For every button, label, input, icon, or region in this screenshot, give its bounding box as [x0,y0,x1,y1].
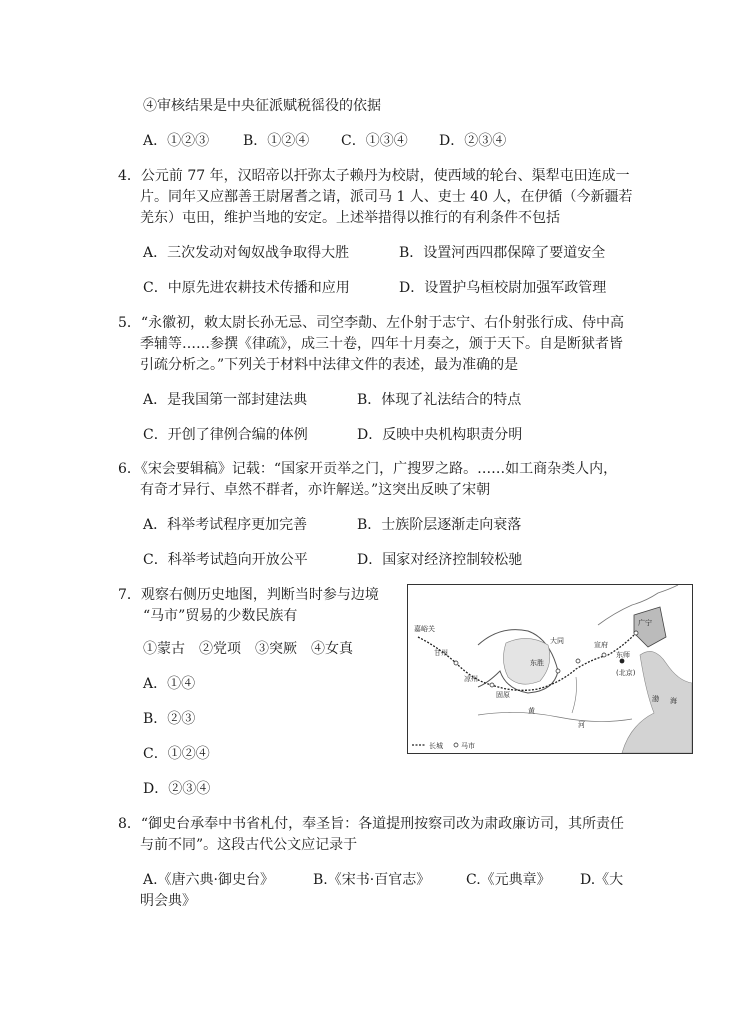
historical-map [407,584,693,754]
q3-option-b[interactable]: B．①②④ [243,133,310,149]
river-south [478,712,632,721]
q8-option-d[interactable]: D.《大 [580,872,624,888]
q4-stem-line-2: 片。同年又应鄯善王尉屠耆之请，派司马 1 人、吏士 40 人，在伊循（今新疆若 [140,189,633,205]
label-jingshi: 东师 [616,651,630,659]
q3-option-c[interactable]: C．①③④ [341,133,408,149]
q7-option-c[interactable]: C．①②④ [143,746,210,762]
q7-option-b[interactable]: B．②③ [143,711,196,727]
q5-option-d[interactable]: D．反映中央机构职责分明 [357,427,523,443]
q8-stem-line-1: 8．“御史台承奉中书省札付，奉圣旨：各道提刑按察司改为肃政廉访司，其所责任 [118,816,625,832]
q4-option-b[interactable]: B．设置河西四郡保障了要道安全 [399,245,606,261]
legend-market-symbol [454,743,458,747]
q3-option-d[interactable]: D．②③④ [439,133,507,149]
q7-option-a[interactable]: A．①④ [143,676,196,692]
q7-stem-line-2: “马市”贸易的少数民族有 [143,608,298,624]
label-river-he: 河 [578,721,585,729]
q8-option-d-continuation: 明会典》 [140,893,196,909]
q7-items: ①蒙古 ②党项 ③突厥 ④女真 [143,641,353,657]
q5-stem-line-2: 季辅等……参撰《律疏》，成三十卷，四年十月奏之，颁于天下。自是断狱者皆 [140,336,623,352]
q7-option-d[interactable]: D．②③④ [143,781,211,797]
market-marker [454,661,458,665]
q8-option-c[interactable]: C.《元典章》 [466,872,551,888]
q6-option-b[interactable]: B．士族阶层逐渐走向衰落 [357,517,522,533]
frontier-region [634,607,666,647]
q6-option-a[interactable]: A．科举考试程序更加完善 [143,517,308,533]
market-marker [602,653,606,657]
market-marker [634,631,638,635]
market-marker [556,669,560,673]
river-branch [572,677,577,713]
q4-option-c[interactable]: C．中原先进农耕技术传播和应用 [143,280,350,296]
label-sea-hai: 海 [670,697,677,705]
label-dongsheng: 东胜 [530,659,544,667]
legend-wall-label: 长城 [429,742,443,750]
q4-option-a[interactable]: A．三次发动对匈奴战争取得大胜 [143,245,350,261]
q3-option-a[interactable]: A．①②③ [143,133,210,149]
q8-option-a[interactable]: A.《唐六典·御史台》 [143,872,275,888]
label-jiayuguan: 嘉峪关 [414,625,435,633]
q6-stem-line-2: 有奇才异行、卓然不群者，亦许解送。”这突出反映了宋朝 [140,482,491,498]
q4-stem-line-1: 4．公元前 77 年，汉昭帝以扞弥太子赖丹为校尉，使西域的轮台、渠犁屯田连成一 [118,168,630,184]
label-liangzhou: 凉州 [464,675,478,683]
q7-stem-line-1: 7．观察右侧历史地图，判断当时参与边境 [118,587,379,603]
label-datong: 大同 [550,637,564,645]
label-beijing: (北京) [616,669,636,677]
market-marker [490,683,494,687]
market-marker [576,659,580,663]
label-sea-bo: 渤 [652,695,659,703]
label-river-huang: 黄 [528,707,535,715]
label-guangning: 广宁 [638,619,652,627]
label-ganzhou: 甘州 [434,649,448,657]
q5-option-c[interactable]: C．开创了律例合编的体例 [143,427,308,443]
capital-marker [620,659,625,664]
q3-item-4: ④审核结果是中央征派赋税徭役的依据 [143,98,381,114]
q5-option-a[interactable]: A．是我国第一部封建法典 [143,392,308,408]
q5-stem-line-1: 5．“永徽初，敕太尉长孙无忌、司空李勣、左仆射于志宁、右仆射张行成、侍中高 [118,315,625,331]
q5-option-b[interactable]: B．体现了礼法结合的特点 [357,392,522,408]
q8-option-b[interactable]: B.《宋书·百官志》 [313,872,431,888]
q6-stem-line-1: 6．《宋会要辑稿》记载：“国家开贡举之门，广搜罗之路。……如工商杂类人内， [118,461,618,477]
q8-stem-line-2: 与前不同”。这段古代公文应记录于 [140,837,358,853]
label-xuanfu: 宣府 [594,641,608,649]
q5-stem-line-3: 引疏分析之。”下列关于材料中法律文件的表述，最为准确的是 [140,357,519,373]
q6-option-d[interactable]: D．国家对经济控制较松驰 [357,552,523,568]
q6-option-c[interactable]: C．科举考试趋向开放公平 [143,552,308,568]
q4-option-d[interactable]: D．设置护乌桓校尉加强军政管理 [399,280,607,296]
q4-stem-line-3: 羌东）屯田，维护当地的安定。上述举措得以推行的有利条件不包括 [140,210,560,226]
legend-market-label: 马市 [461,742,475,750]
label-guyuan: 固原 [496,691,510,699]
